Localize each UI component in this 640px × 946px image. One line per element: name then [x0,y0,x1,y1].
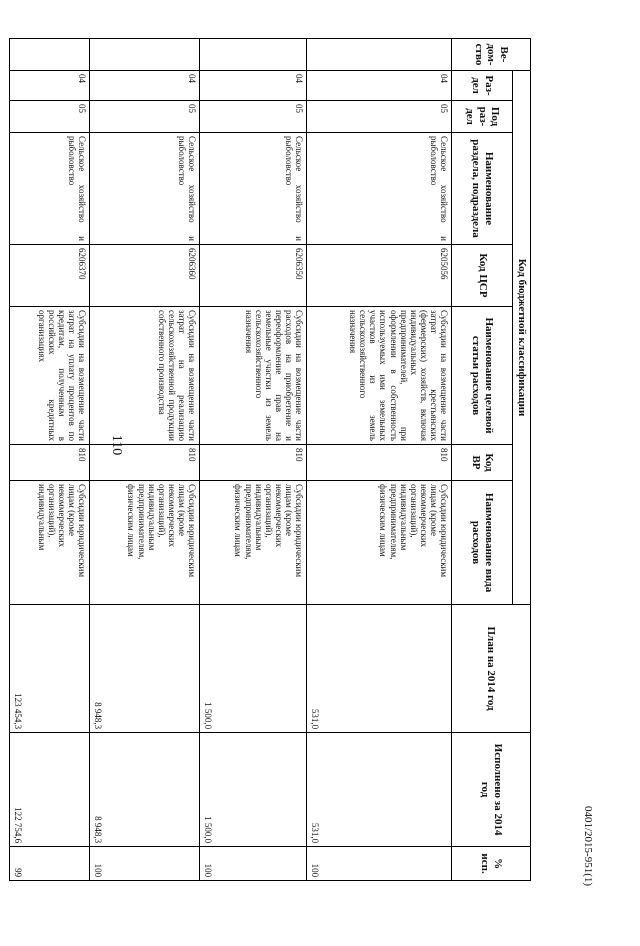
cell-kod-csr: 6206360 [90,245,200,307]
document-number: 0401/2015-951(1) [582,806,594,887]
cell-podrazdel: 05 [307,101,452,133]
cell-ispolneno: 8 948,3 [90,733,200,847]
cell-kod-csr: 6206350 [200,245,307,307]
header-name-vr: Наименование вида расходов [452,481,513,605]
table-row [10,39,90,881]
cell-name-razdel: Сельское хозяйство и рыболовство [200,133,307,245]
cell-name-vr: Субсидии юридическим лицам (кроме некоммерческих организаций), индивидуальным [10,481,90,605]
cell-kod-vr: 810 [200,445,307,481]
cell-percent: 100 [90,847,200,881]
cell-name-csr: Субсидии на возмещение части затрат крестьянских (фермерских) хозяйств, включая индивидуальных предпринимателей, при оформлении в собственность используемых ими земельных участков из земель сельскохозяйственного назначения [307,307,452,445]
cell-vedomstvo [10,39,90,71]
cell-percent: 100 [307,847,452,881]
cell-vedomstvo [90,39,200,71]
cell-percent: 99 [10,847,90,881]
header-group: Код бюджетной классификации [513,71,531,605]
cell-razdel: 04 [90,71,200,101]
budget-table [9,38,531,881]
cell-name-csr: Субсидии на возмещение части затрат на уплату процентов по кредитам, полученным в российских кредитных организациях [10,307,90,445]
header-percent: % исп. [452,847,531,881]
header-plan: План на 2014 год [452,605,531,733]
table-row [200,39,307,881]
cell-plan: 1 500,0 [200,605,307,733]
cell-kod-csr: 6206370 [10,245,90,307]
cell-kod-vr: 810 [10,445,90,481]
cell-name-vr: Субсидии юридическим лицам (кроме некоммерческих организаций), индивидуальным предпринимателям, физическим лицам [90,481,200,605]
cell-name-csr: Субсидии на возмещение части затрат на реализацию сельскохозяйственной продукции собственного производства [90,307,200,445]
cell-kod-csr: 6205056 [307,245,452,307]
cell-podrazdel: 05 [10,101,90,133]
cell-plan: 123 454,3 [10,605,90,733]
cell-ispolneno: 1 500,0 [200,733,307,847]
cell-kod-vr: 810 [307,445,452,481]
header-podrazdel: Под раз-дел [452,101,513,133]
cell-podrazdel: 05 [200,101,307,133]
cell-name-razdel: Сельское хозяйство и рыболовство [90,133,200,245]
header-kod-vr: Код ВР [452,445,513,481]
page-number: 110 [109,434,124,456]
cell-percent: 100 [200,847,307,881]
header-razdel: Раз-дел [452,71,513,101]
header-ispolneno: Исполнено за 2014 год [452,733,531,847]
table-row [90,39,200,881]
cell-name-razdel: Сельское хозяйство и рыболовство [10,133,90,245]
cell-name-razdel: Сельское хозяйство и рыболовство [307,133,452,245]
cell-plan: 531,0 [307,605,452,733]
cell-razdel: 04 [10,71,90,101]
cell-ispolneno: 531,0 [307,733,452,847]
header-name-razdel: Наименование раздела, подраздела [452,133,513,245]
cell-razdel: 04 [200,71,307,101]
cell-name-csr: Субсидии на возмещение части расходов на приобретение и переоформление прав на земельные участки из земель сельскохозяйственного назначения [200,307,307,445]
table-row [307,39,452,881]
header-kod-csr: Код ЦСР [452,245,513,307]
header-name-csr: Наименование целевой статьи расходов [452,307,513,445]
cell-razdel: 04 [307,71,452,101]
cell-plan: 8 948,3 [90,605,200,733]
cell-ispolneno: 122 754,6 [10,733,90,847]
cell-vedomstvo [307,39,452,71]
cell-podrazdel: 05 [90,101,200,133]
cell-name-vr: Субсидии юридическим лицам (кроме некоммерческих организаций), индивидуальным предпринимателям, физическим лицам [200,481,307,605]
cell-name-vr: Субсидии юридическим лицам (кроме некоммерческих организаций), индивидуальным предпринимателям, физическим лицам [307,481,452,605]
cell-vedomstvo [200,39,307,71]
cell-kod-vr: 810 [90,445,200,481]
header-vedomstvo: Ве-дом-ство [452,39,531,71]
